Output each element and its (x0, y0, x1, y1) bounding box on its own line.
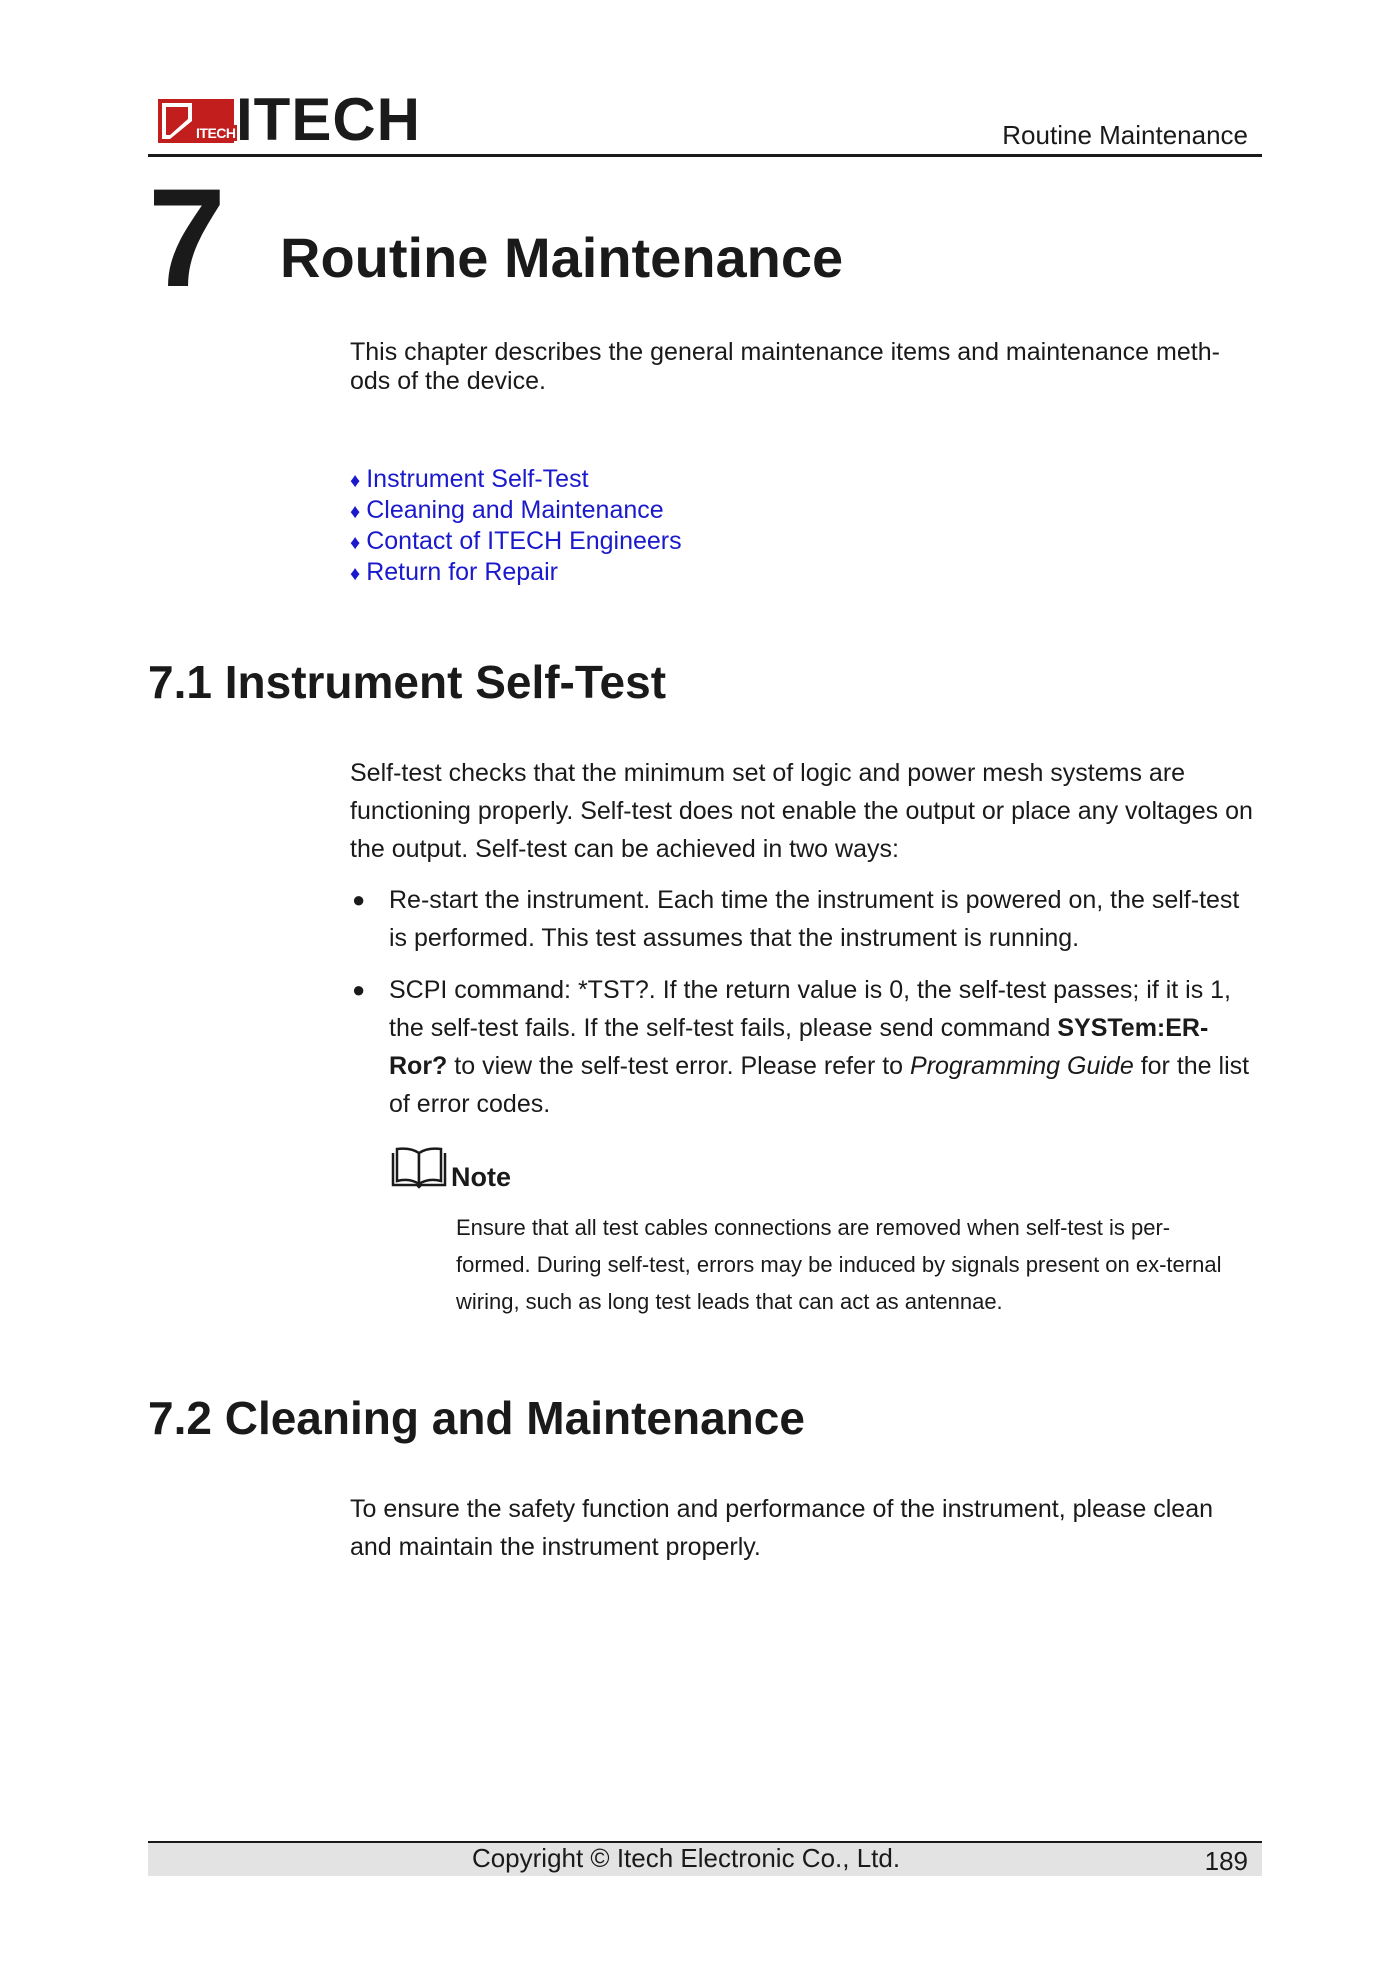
logo-mark-icon (158, 95, 234, 145)
toc-link-contact-engineers[interactable] (350, 527, 1050, 558)
logo-wordmark: ITECH (236, 86, 421, 153)
toc-link-return-for-repair[interactable] (350, 558, 1050, 589)
bullet-dot-icon: ● (352, 887, 366, 912)
guide-reference: Programming Guide (910, 1052, 1134, 1080)
note-text: Ensure that all test cables connections are removed when self-test is per-formed. During self-test, errors may be induced by signals present on ex-ternal wiring, such as long test leads that can act as antennae. (456, 1215, 1222, 1314)
scpi-command: SYSTem:ER-Ror? (389, 1014, 1209, 1080)
running-header-title: Routine Maintenance (1002, 120, 1248, 150)
list-item (350, 971, 1260, 1123)
toc-link-label: Contact of ITECH Engineers (366, 527, 682, 555)
list-item-text: SCPI command: *TST?. If the return value is 0, the self-test passes; if it is 1, the self-test fails. If the self-test fails, please send command (389, 976, 1232, 1042)
diamond-bullet-icon: ♦ (350, 532, 361, 554)
footer-copyright: Copyright © Itech Electronic Co., Ltd. (471, 1843, 901, 1873)
logo-mark-text: ITECH (196, 125, 236, 141)
open-book-icon (390, 1145, 448, 1191)
toc-link-label: Return for Repair (366, 558, 558, 586)
self-test-paragraph: Self-test checks that the minimum set of logic and power mesh systems are functioning properly. Self-test does not enable the output or place any voltages on the output. Self-test can be achieved in two ways: (350, 759, 1253, 863)
itech-logo (158, 86, 421, 153)
note-label: Note (451, 1162, 511, 1192)
list-item-text: for the list of error codes. (389, 1052, 1250, 1118)
toc-link-instrument-self-test[interactable] (350, 465, 1050, 496)
section-heading-self-test: 7.1 Instrument Self-Test (148, 656, 667, 708)
chapter-toc (350, 465, 1050, 589)
bullet-dot-icon: ● (352, 977, 366, 1002)
toc-link-cleaning-and-maintenance[interactable] (350, 496, 1050, 527)
list-item (350, 881, 1260, 957)
diamond-bullet-icon: ♦ (350, 563, 361, 585)
header-divider (148, 154, 1262, 157)
chapter-intro (350, 338, 1250, 396)
chapter-intro-line: ods of the device. (350, 367, 546, 395)
cleaning-paragraph: To ensure the safety function and performance of the instrument, please clean and maintain the instrument properly. (350, 1495, 1214, 1561)
chapter-intro-line: This chapter describes the general maintenance items and maintenance meth- (350, 338, 1220, 366)
toc-link-label: Cleaning and Maintenance (366, 496, 664, 524)
list-item-text: to view the self-test error. Please refer to (447, 1052, 911, 1080)
list-item-text: Re-start the instrument. Each time the instrument is powered on, the self-test is performed. This test assumes that the instrument is running. (389, 886, 1240, 952)
self-test-methods-list (350, 881, 1260, 1137)
page-number: 189 (1204, 1846, 1248, 1876)
chapter-title: Routine Maintenance (280, 226, 844, 289)
chapter-number: 7 (148, 159, 226, 316)
diamond-bullet-icon: ♦ (350, 501, 361, 523)
toc-link-label: Instrument Self-Test (366, 465, 589, 493)
section-heading-cleaning: 7.2 Cleaning and Maintenance (148, 1392, 805, 1444)
diamond-bullet-icon: ♦ (350, 470, 361, 492)
